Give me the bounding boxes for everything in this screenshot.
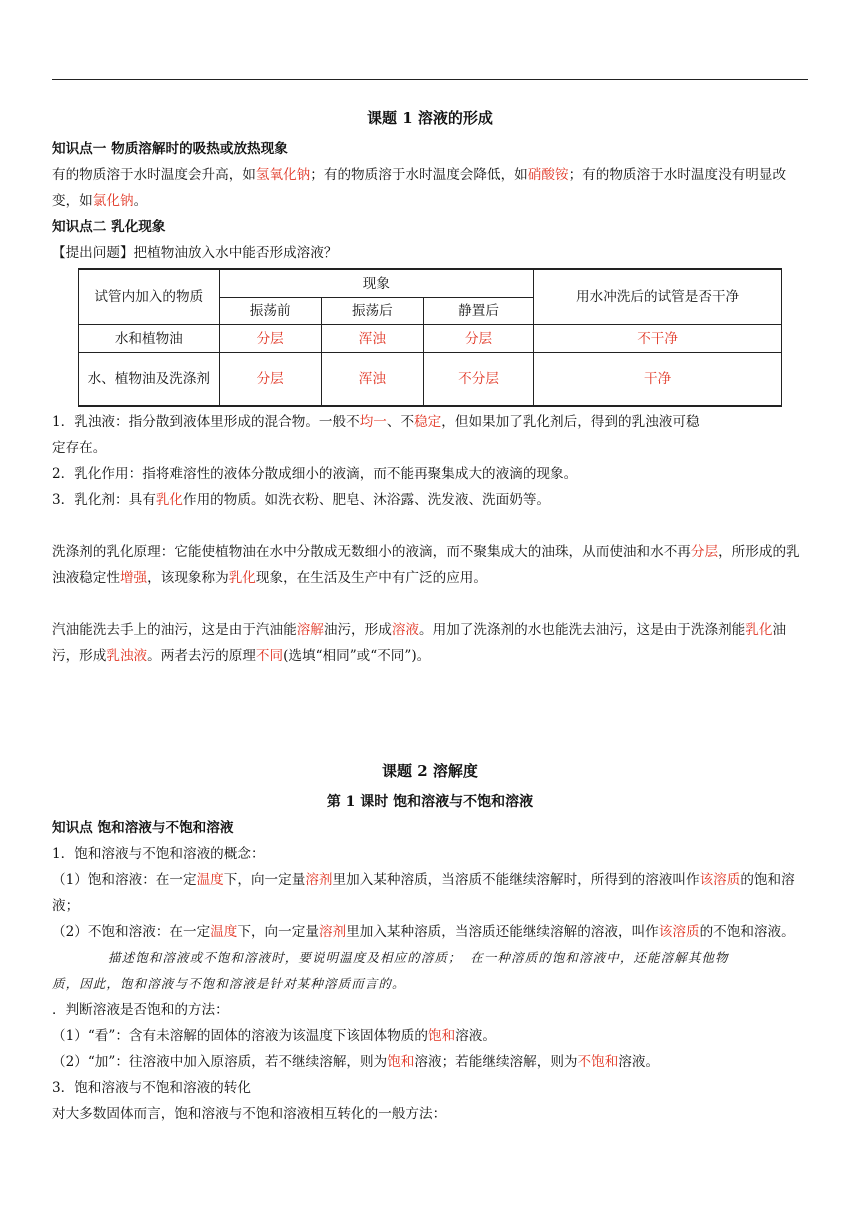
header-clean: 用水冲洗后的试管是否干净 bbox=[534, 269, 782, 325]
text: 的饱和溶液； bbox=[52, 872, 795, 914]
text: 。 bbox=[133, 193, 148, 209]
cell-rest: 不分层 bbox=[423, 353, 533, 407]
text: 油污，形成 bbox=[52, 622, 787, 664]
saturated-definition bbox=[52, 867, 808, 919]
conversion-heading: 3．饱和溶液与不饱和溶液的转化 bbox=[52, 1080, 251, 1096]
text: 现象，在生活及生产中有广泛的应用。 bbox=[255, 570, 487, 586]
table-row bbox=[79, 325, 782, 353]
text: 溶液。 bbox=[618, 1054, 660, 1070]
text: 的不饱和溶液。 bbox=[699, 924, 795, 940]
answer-emulsify-2: 乳化 bbox=[745, 622, 773, 638]
answer-temperature-2: 温度 bbox=[210, 924, 238, 940]
text: 。用加了洗涤剂的水也能洗去油污，这是由于洗涤剂能 bbox=[419, 622, 746, 638]
item1 bbox=[52, 409, 808, 435]
answer-solute: 该溶质 bbox=[699, 872, 741, 888]
answer-sodium-chloride: 氯化钠 bbox=[92, 193, 134, 209]
text: 里加入某种溶质，当溶质还能继续溶解的溶液，叫作 bbox=[346, 924, 659, 940]
item3 bbox=[52, 487, 808, 513]
cell-clean: 不干净 bbox=[534, 325, 782, 353]
answer-unsaturated: 不饱和 bbox=[577, 1054, 619, 1070]
answer-solvent-2: 溶剂 bbox=[318, 924, 347, 940]
method-look bbox=[52, 1023, 808, 1049]
note-line-2: 质，因此，饱和溶液与不饱和溶液是针对某种溶质而言的。 bbox=[52, 976, 406, 991]
text: 溶液；若能继续溶解，则为 bbox=[414, 1054, 578, 1070]
answer-sodium-hydroxide: 氢氧化钠 bbox=[255, 167, 311, 183]
text: ；有的物质溶于水时温度会降低，如 bbox=[310, 167, 528, 183]
kp1-heading: 知识点一 物质溶解时的吸热或放热现象 bbox=[52, 141, 288, 157]
table-row bbox=[79, 353, 782, 407]
cell-before: 分层 bbox=[219, 325, 321, 353]
text: （2）不饱和溶液：在一定 bbox=[52, 924, 211, 940]
spacer bbox=[52, 513, 808, 539]
concept-line: 1．饱和溶液与不饱和溶液的概念： bbox=[52, 846, 265, 862]
cell-substance: 水和植物油 bbox=[79, 325, 220, 353]
text: （1）“看”：含有未溶解的固体的溶液为该温度下该固体物质的 bbox=[52, 1028, 428, 1044]
spacer bbox=[52, 669, 808, 727]
text: 下，向一定量 bbox=[237, 924, 319, 940]
document-body bbox=[52, 100, 808, 1127]
question-line: 【提出问题】把植物油放入水中能否形成溶液？ bbox=[52, 245, 338, 261]
conversion-intro: 对大多数固体而言，饱和溶液与不饱和溶液相互转化的一般方法： bbox=[52, 1106, 447, 1122]
text: ，该现象称为 bbox=[147, 570, 229, 586]
item1-continued: 定存在。 bbox=[52, 440, 107, 456]
kp2-heading: 知识点二 乳化现象 bbox=[52, 219, 166, 235]
cell-substance: 水、植物油及洗涤剂 bbox=[79, 353, 220, 407]
text: 溶液。 bbox=[455, 1028, 496, 1044]
text: 、不 bbox=[386, 414, 415, 430]
answer-uniform: 均一 bbox=[359, 414, 387, 430]
text: ；有的物质溶于水时温度没有明显改变，如 bbox=[52, 167, 787, 209]
header-substance: 试管内加入的物质 bbox=[79, 269, 220, 325]
subheader-before: 振荡前 bbox=[219, 298, 321, 325]
text: 洗涤剂的乳化原理：它能使植物油在水中分散成无数细小的液滴，而不聚集成大的油珠，从而使油和水不再 bbox=[52, 544, 691, 560]
text: 。两者去污的原理 bbox=[147, 648, 256, 664]
answer-solute-2: 该溶质 bbox=[658, 924, 700, 940]
text: 1．乳浊液：指分散到液体里形成的混合物。一般不 bbox=[52, 414, 360, 430]
text: （2）“加”：往溶液中加入原溶质，若不继续溶解，则为 bbox=[52, 1054, 388, 1070]
subheader-rest: 静置后 bbox=[423, 298, 533, 325]
item2: 2．乳化作用：指将难溶性的液体分散成细小的液滴，而不能再聚集成大的液滴的现象。 bbox=[52, 466, 578, 482]
header-phenomenon: 现象 bbox=[219, 269, 534, 298]
answer-layering: 分层 bbox=[690, 544, 719, 560]
section1-title: 课题 1 溶液的形成 bbox=[367, 109, 493, 127]
cell-rest: 分层 bbox=[423, 325, 533, 353]
text: 有的物质溶于水时温度会升高，如 bbox=[52, 167, 256, 183]
cell-after: 浑浊 bbox=[321, 353, 423, 407]
answer-emulsion: 乳化 bbox=[228, 570, 256, 586]
gasoline-paragraph bbox=[52, 617, 808, 669]
section2-title: 课题 2 溶解度 bbox=[382, 762, 478, 780]
emulsion-table bbox=[78, 268, 782, 407]
answer-different: 不同 bbox=[255, 648, 284, 664]
text: （1）饱和溶液：在一定 bbox=[52, 872, 197, 888]
spacer bbox=[52, 591, 808, 617]
answer-enhanced: 增强 bbox=[119, 570, 148, 586]
cell-clean: 干净 bbox=[534, 353, 782, 407]
answer-solution: 溶液 bbox=[391, 622, 420, 638]
text: 里加入某种溶质，当溶质不能继续溶解时，所得到的溶液叫作 bbox=[332, 872, 700, 888]
text: 作用的物质。如洗衣粉、肥皂、沐浴露、洗发液、洗面奶等。 bbox=[183, 492, 551, 508]
principle-paragraph bbox=[52, 539, 808, 591]
answer-dissolve: 溶解 bbox=[296, 622, 324, 638]
section2-subtitle: 第 1 课时 饱和溶液与不饱和溶液 bbox=[326, 794, 534, 810]
cell-before: 分层 bbox=[219, 353, 321, 407]
text: 下，向一定量 bbox=[223, 872, 306, 888]
answer-temperature: 温度 bbox=[196, 872, 224, 888]
answer-saturated-2: 饱和 bbox=[387, 1054, 415, 1070]
judge-method-line: ．判断溶液是否饱和的方法： bbox=[52, 1002, 229, 1018]
kp-heading: 知识点 饱和溶液与不饱和溶液 bbox=[52, 820, 234, 836]
answer-saturated: 饱和 bbox=[427, 1028, 456, 1044]
header-rule bbox=[52, 79, 808, 80]
text: 3．乳化剂：具有 bbox=[52, 492, 156, 508]
spacer bbox=[52, 727, 808, 753]
text: (选填“相同”或“不同”)。 bbox=[283, 648, 431, 664]
answer-emulsify: 乳化 bbox=[155, 492, 183, 508]
text: ，但如果加了乳化剂后，得到的乳浊液可稳 bbox=[441, 414, 700, 430]
subheader-after: 振荡后 bbox=[321, 298, 423, 325]
kp1-paragraph bbox=[52, 162, 808, 214]
answer-stable: 稳定 bbox=[414, 414, 442, 430]
text: 汽油能洗去手上的油污，这是由于汽油能 bbox=[52, 622, 297, 638]
unsaturated-definition bbox=[52, 919, 808, 945]
answer-ammonium-nitrate: 硝酸铵 bbox=[527, 167, 569, 183]
answer-solvent: 溶剂 bbox=[305, 872, 333, 888]
answer-emulsion-liquid: 乳浊液 bbox=[106, 648, 148, 664]
text: 油污，形成 bbox=[323, 622, 392, 638]
text: ，所形成的乳浊液稳定性 bbox=[52, 544, 800, 586]
method-add bbox=[52, 1049, 808, 1075]
note-line-1: 描述饱和溶液或不饱和溶液时，要说明温度及相应的溶质； 在一种溶质的饱和溶液中，还能溶解其他物 bbox=[108, 950, 729, 965]
cell-after: 浑浊 bbox=[321, 325, 423, 353]
